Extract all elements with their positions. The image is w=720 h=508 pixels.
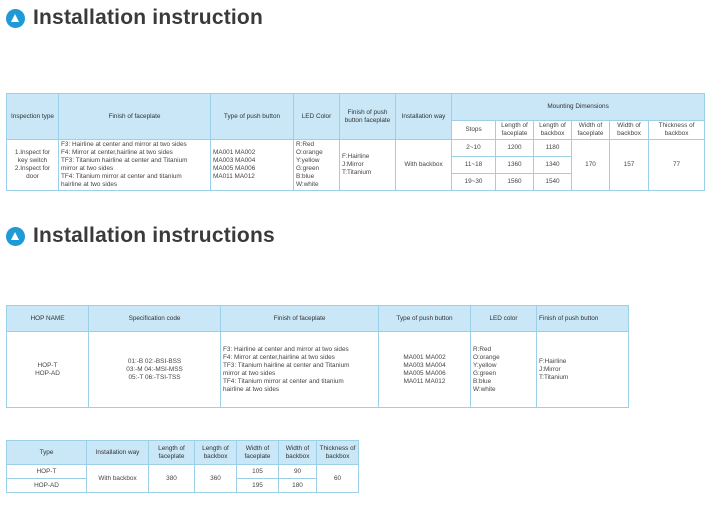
section-heading-1: [6, 6, 263, 30]
length-backbox-cell: 1340: [534, 157, 572, 174]
header-width-faceplate: Width of faceplate: [237, 441, 279, 465]
width-backbox-cell: 157: [610, 140, 649, 191]
hop-name-cell: HOP-T HOP-AD: [7, 332, 89, 408]
header-width-faceplate: Width of faceplate: [572, 121, 610, 140]
thickness-backbox-cell: 77: [649, 140, 705, 191]
length-backbox-cell: 1540: [534, 174, 572, 191]
led-color-cell: R:Red O:orange Y:yellow G:green B:blue W:white: [471, 332, 537, 408]
header-length-backbox: Length of backbox: [195, 441, 237, 465]
up-arrow-icon: [6, 227, 25, 246]
length-backbox-cell: 360: [195, 465, 237, 493]
type-cell: HOP-AD: [7, 479, 87, 493]
installation-way-cell: With backbox: [396, 140, 452, 191]
finish-faceplate-cell: F3: Hairline at center and mirror at two sides F4: Mirror at center,hairline at two sides TF3: Titanium hairline at center and Titanium mirror at two sides TF4: Titanium mirror at center and titanium hairline at two sides: [221, 332, 379, 408]
header-inspection-type: Inspection type: [7, 94, 59, 140]
stops-cell: 11~18: [452, 157, 496, 174]
stops-cell: 19~30: [452, 174, 496, 191]
stops-cell: 2~10: [452, 140, 496, 157]
header-button-finish: Finish of push button: [537, 306, 629, 332]
header-length-backbox: Length of backbox: [534, 121, 572, 140]
header-finish-faceplate: Finish of faceplate: [59, 94, 211, 140]
header-hop-name: HOP NAME: [7, 306, 89, 332]
length-faceplate-cell: 1360: [496, 157, 534, 174]
header-thickness-backbox: Thickness of backbox: [317, 441, 359, 465]
up-arrow-icon: [6, 9, 25, 28]
length-backbox-cell: 1180: [534, 140, 572, 157]
header-finish-faceplate: Finish of faceplate: [221, 306, 379, 332]
width-faceplate-cell: 170: [572, 140, 610, 191]
width-backbox-cell: 90: [279, 465, 317, 479]
led-color-cell: R:Red O:orange Y:yellow G:green B:blue W:white: [294, 140, 340, 191]
section-title: Installation instruction: [33, 6, 263, 29]
header-push-button-type: Type of push button: [211, 94, 294, 140]
header-stops: Stops: [452, 121, 496, 140]
header-thickness-backbox: Thickness of backbox: [649, 121, 705, 140]
button-finish-cell: F:Hairline J:Mirror T:Titanium: [340, 140, 396, 191]
width-backbox-cell: 180: [279, 479, 317, 493]
header-push-button-type: Type of push button: [379, 306, 471, 332]
header-type: Type: [7, 441, 87, 465]
button-finish-cell: F:Hairline J:Mirror T:Titanium: [537, 332, 629, 408]
section-heading-2: [6, 224, 275, 248]
header-spec-code: Specification code: [89, 306, 221, 332]
push-button-cell: MA001 MA002 MA003 MA004 MA005 MA006 MA011 MA012: [379, 332, 471, 408]
inspection-type-cell: 1.Inspect for key switch 2.Inspect for door: [7, 140, 59, 191]
dimensions-table: [6, 440, 359, 493]
header-length-faceplate: Length of faceplate: [496, 121, 534, 140]
width-faceplate-cell: 105: [237, 465, 279, 479]
length-faceplate-cell: 1200: [496, 140, 534, 157]
length-faceplate-cell: 1560: [496, 174, 534, 191]
header-width-backbox: Width of backbox: [279, 441, 317, 465]
installation-table-2: [6, 305, 629, 408]
header-led-color: LED color: [471, 306, 537, 332]
thickness-backbox-cell: 60: [317, 465, 359, 493]
header-mounting-dimensions: Mounting Dimensions: [452, 94, 705, 121]
header-width-backbox: Width of backbox: [610, 121, 649, 140]
width-faceplate-cell: 195: [237, 479, 279, 493]
header-installation-way: Installation way: [87, 441, 149, 465]
installation-table-1: [6, 93, 705, 191]
finish-faceplate-cell: F3: Hairline at center and mirror at two sides F4: Mirror at center,hairline at two sides TF3: Titanium hairline at center and Titanium mirror at two sides TF4: Titanium mirror at center and titanium hairline at two sides: [59, 140, 211, 191]
length-faceplate-cell: 380: [149, 465, 195, 493]
spec-code-cell: 01:-B 02:-BSI-BSS 03:-M 04:-MSI-MSS 05:-T 06:-TSI-TSS: [89, 332, 221, 408]
header-installation-way: Installation way: [396, 94, 452, 140]
header-led-color: LED Color: [294, 94, 340, 140]
section-title: Installation instructions: [33, 224, 275, 247]
push-button-cell: MA001 MA002 MA003 MA004 MA005 MA006 MA011 MA012: [211, 140, 294, 191]
installation-way-cell: With backbox: [87, 465, 149, 493]
header-length-faceplate: Length of faceplate: [149, 441, 195, 465]
type-cell: HOP-T: [7, 465, 87, 479]
header-button-finish: Finish of push button faceplate: [340, 94, 396, 140]
